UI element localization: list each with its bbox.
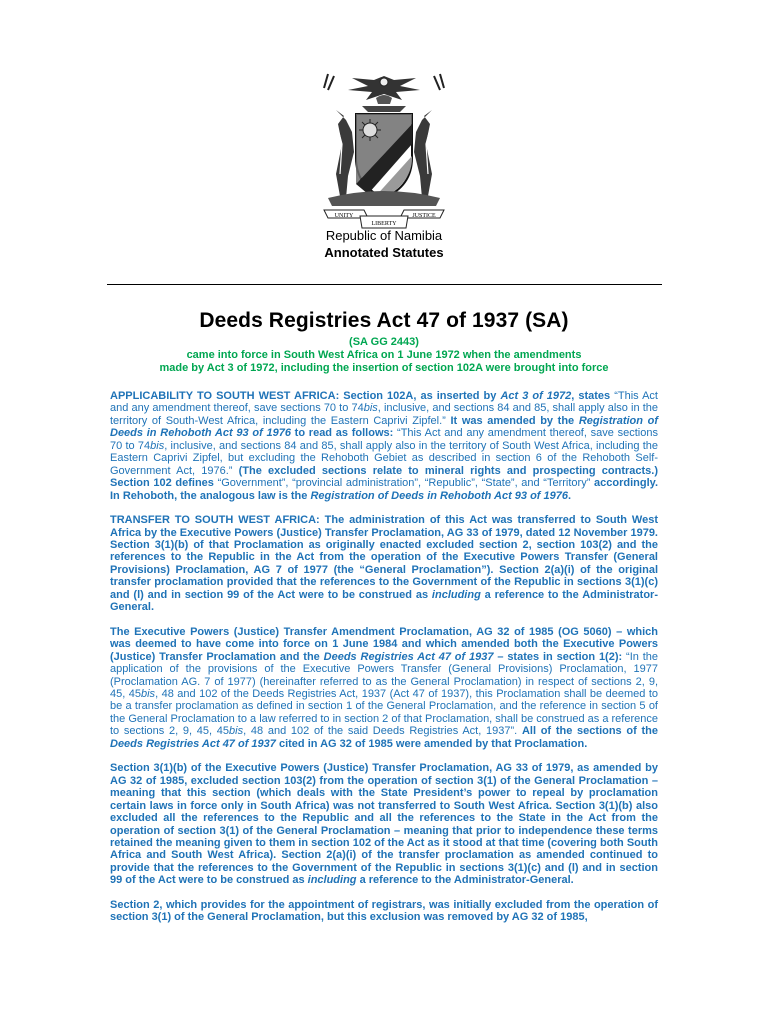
commencement-line-2: made by Act 3 of 1972, including the insertion of section 102A were brought into force	[159, 362, 609, 374]
paragraph-section-2: Section 2, which provides for the appointment of registrars, was initially excluded from the operation of section 3(1) of the General Proclamation, but this exclusion was removed by AG 32 of 1985,	[110, 898, 658, 924]
commencement-line-1: came into force in South West Africa on 1 June 1972 when the amendments	[186, 349, 582, 361]
country-name: Republic of Namibia	[325, 228, 443, 243]
document-title: Deeds Registries Act 47 of 1937 (SA)	[199, 309, 569, 332]
paragraph-applicability: APPLICABILITY TO SOUTH WEST AFRICA: Section 102A, as inserted by Act 3 of 1972, states “This Act and any amendment thereof, save sections 70 to 74bis, inclusive, and sections 84 and 85, shall apply also in the territory of South-West Africa, including the Eastern Caprivi Zipfel.” It was amended by the Registration of Deeds in Rehoboth Act 93 of 1976 to read as follows: “This Act and any amendment thereof, save sections 70 to 74bis, inclusive, and sections 84 and 85, shall apply also in the territory of South West Africa, including the Eastern Caprivi Zipfel, but excluding the Rehoboth Gebiet as described in section 6 of the Rehoboth Self-Government Act, 1976.” (The excluded sections relate to mineral rights and prospecting contracts.) Section 102 defines “Government”, “provincial administration”, “Republic”, “State”, and “Territory” accordingly. In Rehoboth, the analogous law is the Registration of Deeds in Rehoboth Act 93 of 1976.	[110, 390, 659, 502]
namibia-coat-of-arms-icon	[314, 68, 454, 238]
svg-text:JUSTICE: JUSTICE	[412, 213, 436, 219]
annotation-body	[110, 390, 658, 936]
svg-text:LIBERTY: LIBERTY	[371, 221, 397, 227]
svg-text:UNITY: UNITY	[334, 213, 354, 219]
paragraph-amendment-proclamation: The Executive Powers (Justice) Transfer Amendment Proclamation, AG 32 of 1985 (OG 5060) – which was deemed to have come into force on 1 June 1984 and which amended both the Executive Powers (Justice) Transfer Proclamation and the Deeds Registries Act 47 of 1937 – states in section 1(2): “In the application of the provisions of the Executive Powers Transfer (General Provisions) Proclamation, 1977 (Proclamation AG. 7 of 1977) (hereinafter referred to as the General Proclamation) in respect of sections 2, 9, 45, 45bis, 48 and 102 of the Deeds Registries Act, 1937 (Act 47 of 1937), this Proclamation shall be deemed to be a transfer proclamation as defined in section 1 of the General Proclamation, and the reference in section 5 of the General Proclamation to a law referred to in section 2 of that Proclamation, shall be construed as a reference to sections 2, 9, 45, 45bis, 48 and 102 of the said Deeds Registries Act, 1937”. All of the sections of the Deeds Registries Act 47 of 1937 cited in AG 32 of 1985 were amended by that Proclamation.	[110, 625, 659, 750]
collection-name: Annotated Statutes	[324, 245, 444, 260]
gazette-reference: (SA GG 2443)	[349, 336, 419, 348]
paragraph-section-3-1-b: Section 3(1)(b) of the Executive Powers (Justice) Transfer Proclamation, AG 33 of 1979, as amended by AG 32 of 1985, excluded section 103(2) from the operation of section 3(1) of the General Proclamation – meaning that this section (which deals with the State President’s power to repeal by proclamation certain laws in force only in South Africa) was not transferred to South West Africa. Section 3(1)(b) also excluded all the references to the Republic and all the references to the State in the Act from the operation of section 3(1) of the General Proclamation – meaning that prior to independence these terms retained the meaning given to them in section 102 of the Act as it stood at that time (covering both South Africa and South West Africa). Section 2(a)(i) of the transfer proclamation as amended continued to provide that the references to the Government of the Republic in sections 3(1)(c) and (l) and in section 99 of the Act were to be construed as including a reference to the Administrator-General.	[110, 762, 658, 887]
paragraph-transfer: TRANSFER TO SOUTH WEST AFRICA: The administration of this Act was transferred to South West Africa by the Executive Powers (Justice) Transfer Proclamation, AG 33 of 1979, dated 12 November 1979. Section 3(1)(b) of that Proclamation as originally enacted excluded section 2, section 103(2) and the references to the Republic in the Act from the operation of the Executive Powers Transfer (General Provisions) Proclamation, AG 7 of 1977 (the “General Proclamation”). Section 2(a)(i) of the original transfer proclamation provided that the references to the Government of the Republic in sections 3(1)(c) and (l) and in section 99 of the Act were to be construed as including a reference to the Administrator-General.	[110, 514, 659, 614]
header-divider	[107, 284, 662, 285]
